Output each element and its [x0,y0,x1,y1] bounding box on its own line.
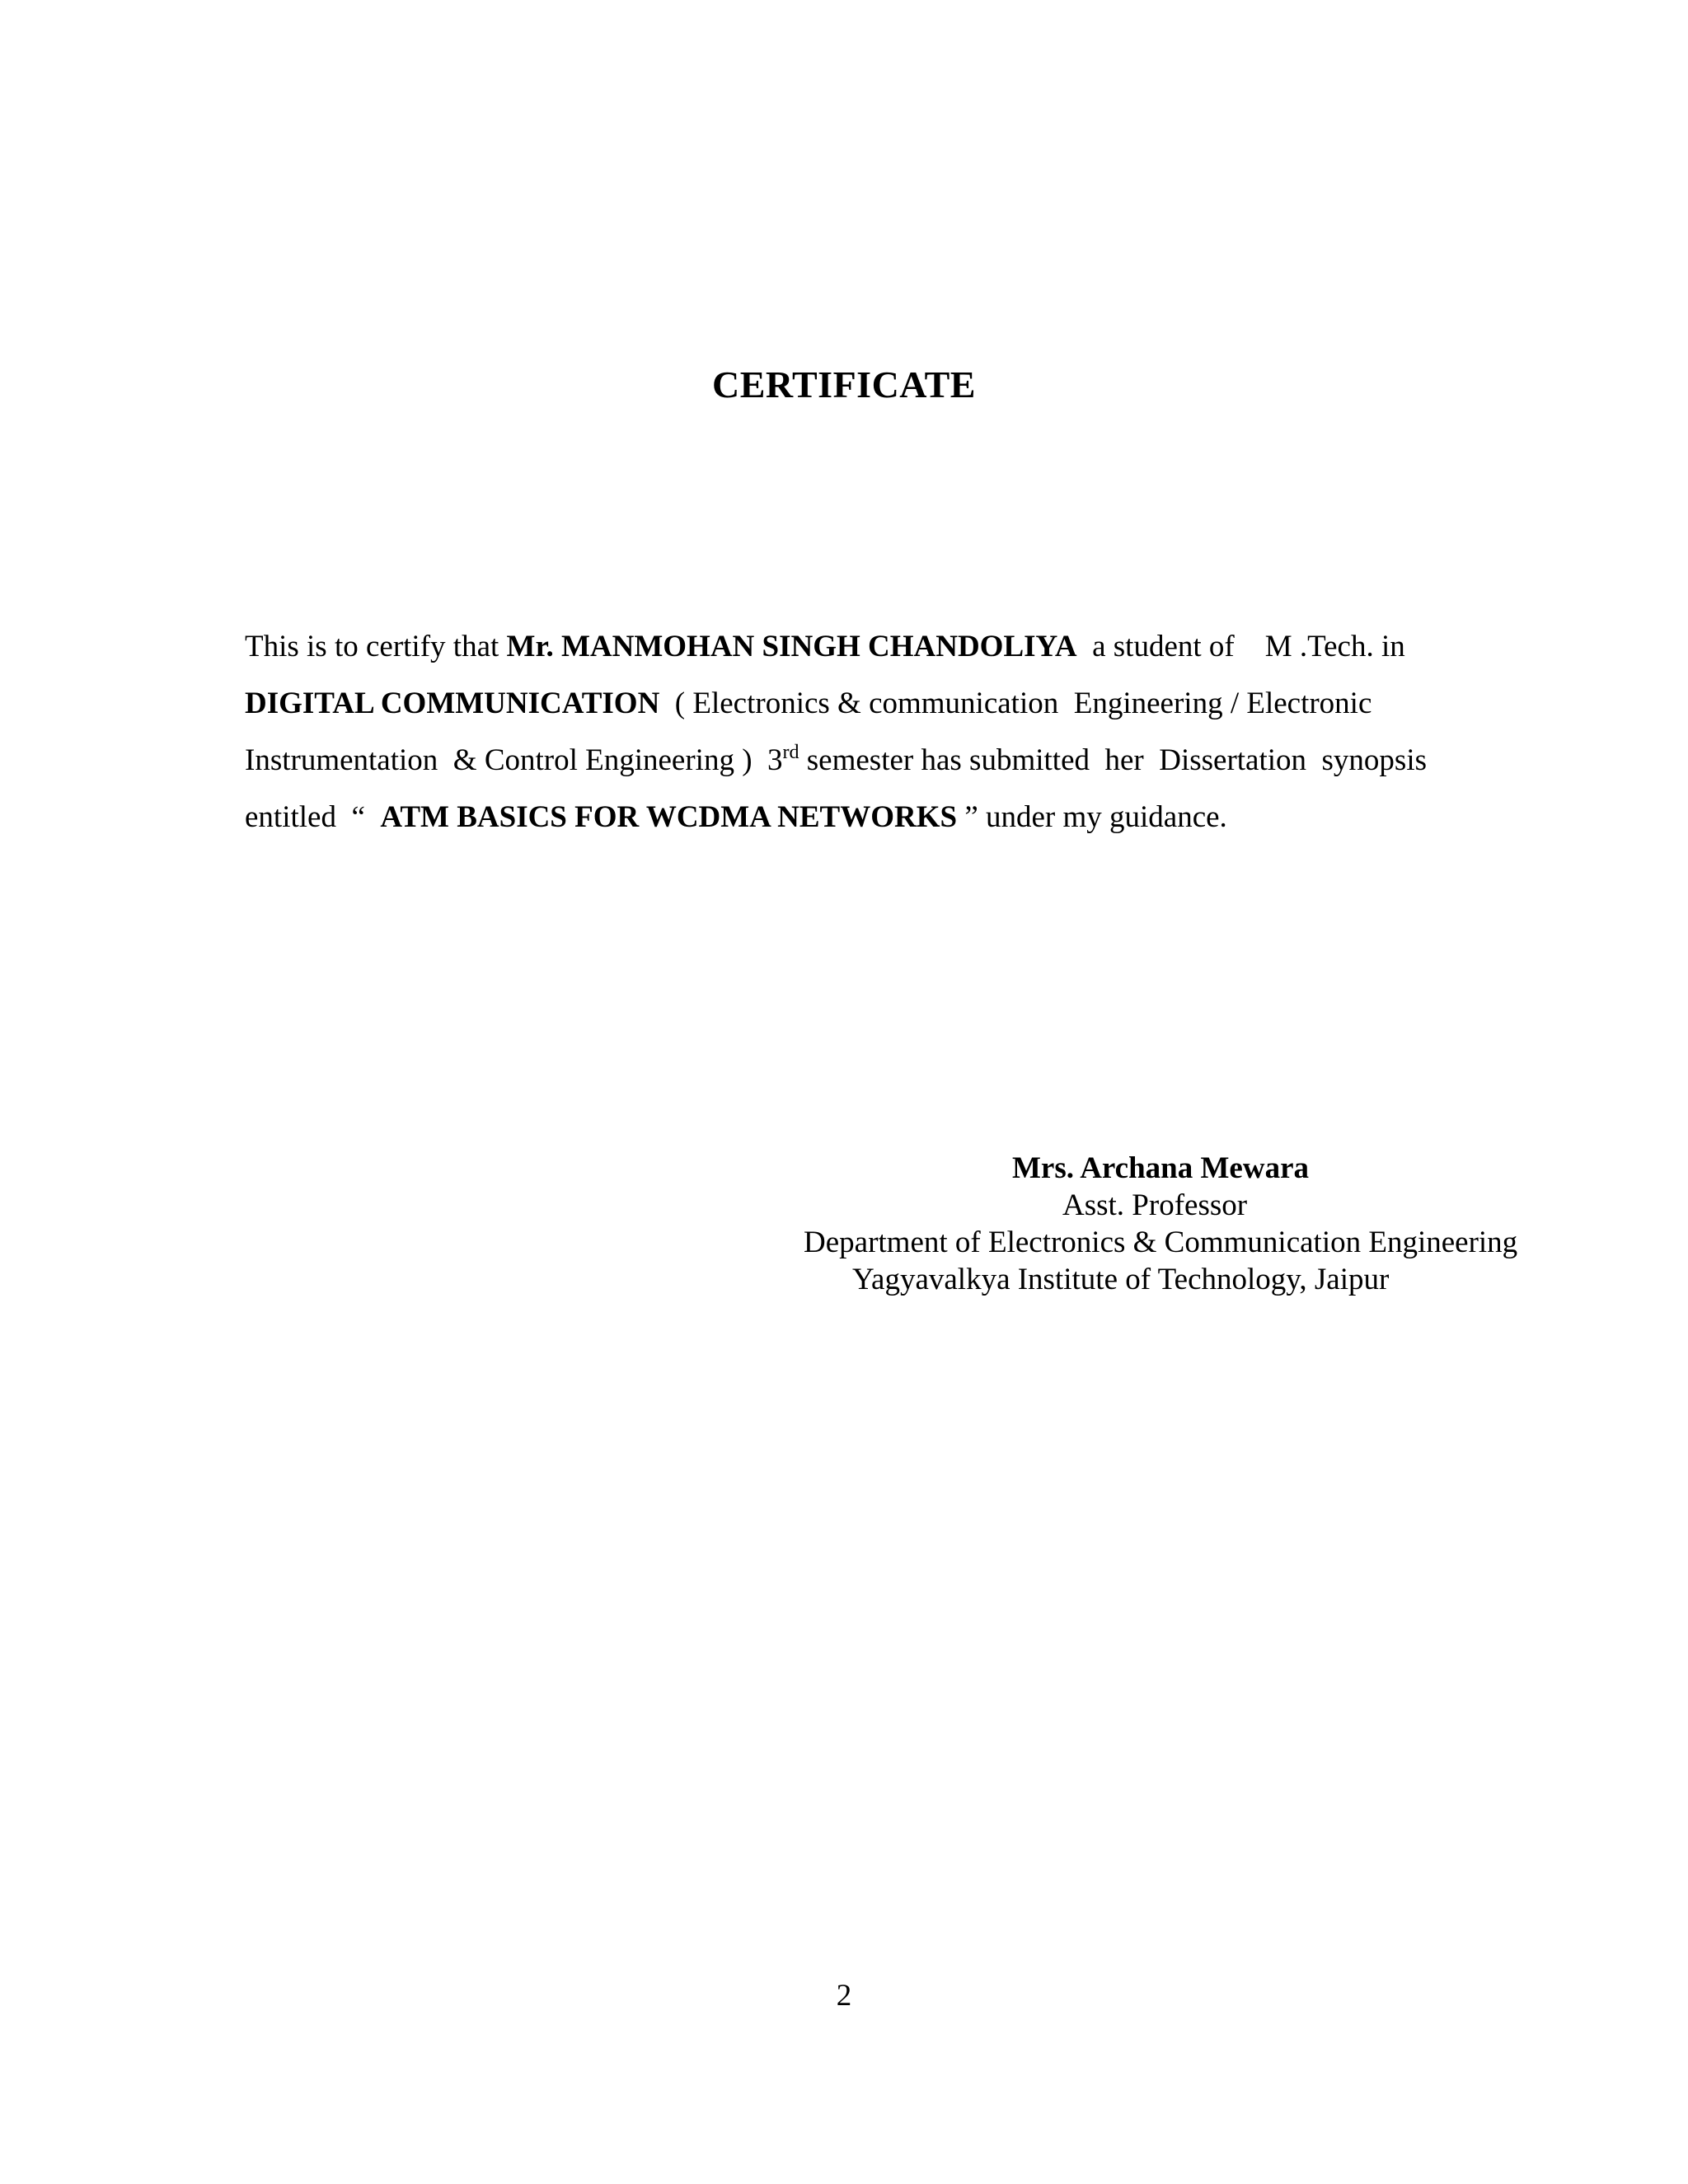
certificate-paragraph [245,618,1531,846]
paragraph-text: a student of M .Tech. in [1076,630,1405,663]
student-name: Mr. MANMOHAN SINGH CHANDOLIYA [506,630,1077,663]
signatory-institute: Yagyavalkya Institute of Technology, Jaipur [852,1263,1390,1296]
paragraph-text: Instrumentation & Control Engineering ) 3 [245,743,783,777]
dissertation-title: ATM BASICS FOR WCDMA NETWORKS [380,800,958,834]
paragraph-text: entitled “ [245,800,381,834]
paragraph-text: ( Electronics & communication Engineering / Electronic [659,687,1372,720]
ordinal-suffix: rd [782,742,799,763]
paragraph-text: This is to certify that [245,630,507,663]
paragraph-line-3 [245,732,1531,789]
paragraph-line-1 [245,618,1531,675]
signatory-name: Mrs. Archana Mewara [1012,1151,1309,1185]
page-number: 2 [836,1979,852,2013]
paragraph-text: semester has submitted her Dissertation synopsis [799,743,1428,777]
paragraph-line-2 [245,675,1531,732]
paragraph-line-4 [245,789,1531,846]
certificate-heading: CERTIFICATE [712,363,976,405]
signatory-designation: Asst. Professor [1062,1188,1248,1222]
signatory-department: Department of Electronics & Communication Engineering [804,1226,1518,1259]
paragraph-text: ” under my guidance. [957,800,1227,834]
program-name: DIGITAL COMMUNICATION [245,687,660,720]
